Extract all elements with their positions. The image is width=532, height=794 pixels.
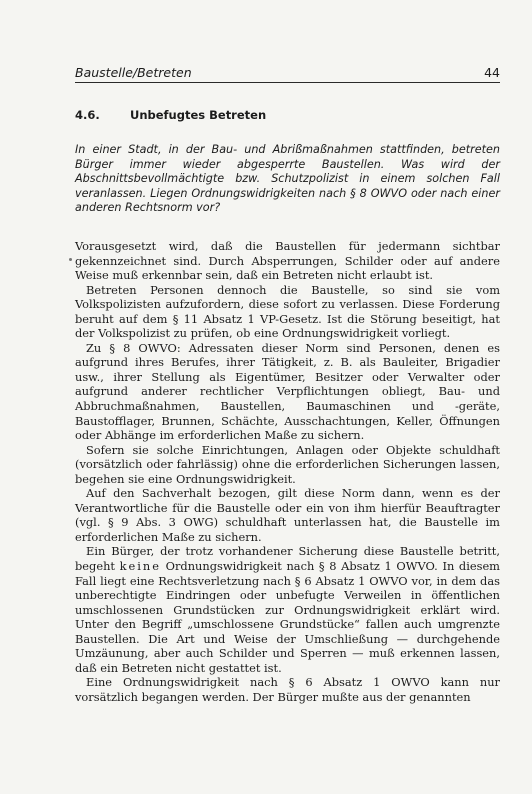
section-number: 4.6. <box>75 108 100 122</box>
paragraph-6-rest: Ordnungswidrigkeit nach § 8 Absatz 1 OWVO. In diesem Fall liegt eine Rechtsverletzung nach § 6 Absatz 1 OWVO vor, in dem das unberechtigte Eindringen oder unbefugte Verweilen in öffentlichen umschlossenen Grundstücken zur Ordnungswidrigkeit erklärt wird. Unter den Begriff „umschlossene Grundstücke“ fallen auch umgrenzte Baustellen. Die Art und Weise der Umschließung — durchgehende Umzäunung, aber auch Schilder und Sperren — muß erkennen lassen, daß ein Betreten nicht gestattet ist. <box>75 559 500 675</box>
paragraph-3: Zu § 8 OWVO: Adressaten dieser Norm sind Personen, denen es aufgrund ihres Berufes, ihrer Tätigkeit, z. B. als Bauleiter, Brigadier usw., ihrer Stellung als Eigentümer, Besitzer oder Verwalter oder aufgrund anderer rechtlicher Verpflichtungen obliegt, Bau- und Abbruchmaßnahmen, Baustellen, Baumaschinen und -geräte, Baustofflager, Brunnen, Schächte, Ausschachtungen, Keller, Öffnungen oder Abhänge im erforderlichen Maße zu sichern. <box>75 340 500 443</box>
case-question <box>75 143 500 216</box>
paragraph-6-start: Ein Bürger, der trotz vorhandener Sicherung diese Baustelle betritt, begeht <box>75 544 500 574</box>
print-speck <box>69 258 72 261</box>
page-number: 44 <box>484 65 500 80</box>
header-rule <box>75 82 500 83</box>
paragraph-1: Vorausgesetzt wird, daß die Baustellen für jedermann sichtbar gekennzeichnet sind. Durch Absperrungen, Schilder oder auf andere Weise muß erkennbar sein, daß ein Betreten nicht erlaubt ist. <box>75 239 500 283</box>
section-title: Unbefugtes Betreten <box>130 108 267 122</box>
section-heading <box>75 108 266 122</box>
running-header <box>75 62 500 80</box>
emphasized-word: keine <box>119 559 161 574</box>
paragraph-2: Betreten Personen dennoch die Baustelle, so sind sie vom Volkspolizisten aufzufordern, diese sofort zu verlassen. Diese Forderung beruht auf dem § 11 Absatz 1 VP-Gesetz. Ist die Störung beseitigt, hat der Volkspolizist zu prüfen, ob eine Ordnungswidrigkeit vorliegt. <box>75 282 500 341</box>
answer-body <box>75 239 500 705</box>
paragraph-4: Sofern sie solche Einrichtungen, Anlagen oder Objekte schuldhaft (vorsätzlich oder fahrlässig) ohne die erforderlichen Sicherungen lassen, begehen sie eine Ordnungswidrigkeit. <box>75 442 500 486</box>
paragraph-7: Eine Ordnungswidrigkeit nach § 6 Absatz 1 OWVO kann nur vorsätzlich begangen werden. Der Bürger mußte aus der genannten <box>75 675 500 704</box>
case-question-text: In einer Stadt, in der Bau- und Abrißmaßnahmen stattfinden, betreten Bürger immer wieder abgesperrte Baustellen. Was wird der Abschnittsbevollmächtigte bzw. Schutzpolizist in einem solchen Fall veranlassen. Liegen Ordnungswidrigkeiten nach § 8 OWVO oder nach einer anderen Rechtsnorm vor? <box>75 143 500 215</box>
paragraph-5: Auf den Sachverhalt bezogen, gilt diese Norm dann, wenn es der Verantwortliche für die Baustelle oder ein von ihm hierfür Beauftragter (vgl. § 9 Abs. 3 OWG) schuldhaft unterlassen hat, die Baustelle im erforderlichen Maße zu sichern. <box>75 486 500 544</box>
header-title: Baustelle/Betreten <box>75 65 192 80</box>
paragraph-6 <box>75 544 500 675</box>
